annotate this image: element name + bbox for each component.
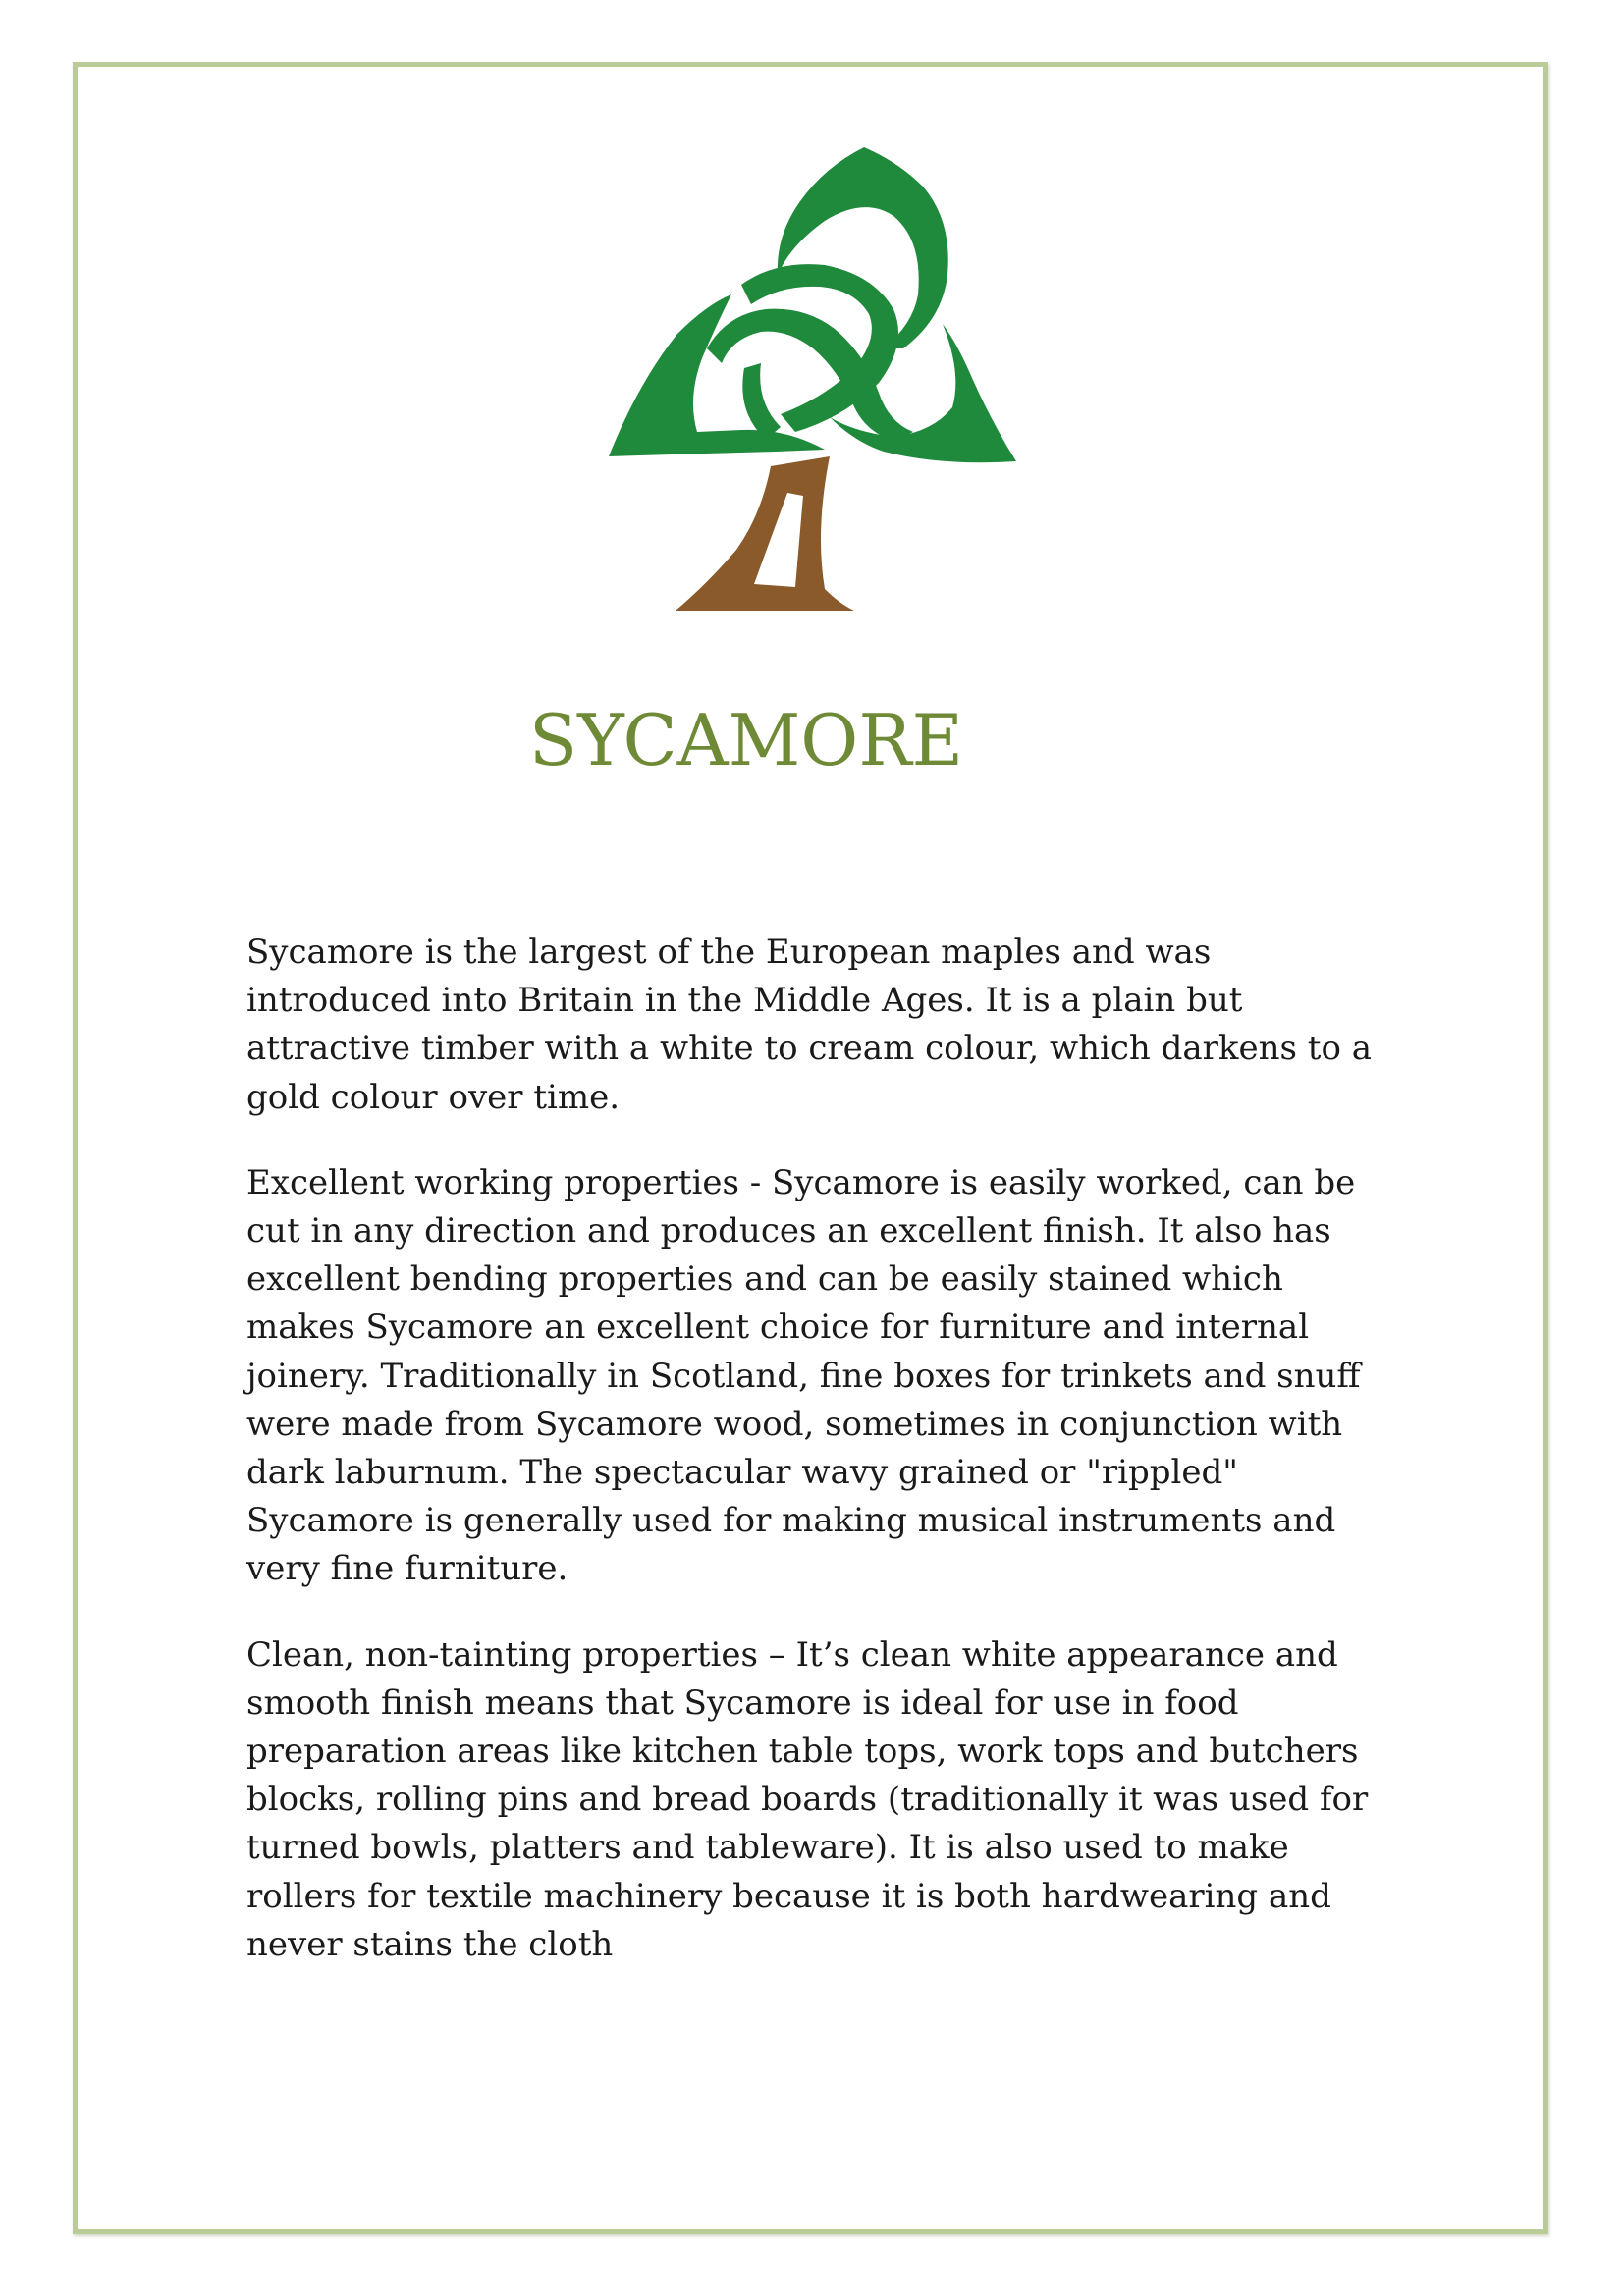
page-title: SYCAMORE	[528, 699, 964, 781]
celtic-knot-tree-icon	[530, 137, 1080, 658]
tree-trunk	[676, 456, 854, 611]
knot-loop	[742, 363, 781, 440]
body-text	[246, 929, 1390, 2006]
paragraph-intro: Sycamore is the largest of the European maples and was introduced into Britain in the Middle Ages. It is a plain but attractive timber with a white to cream colour, which darkens to a gold colour over time.	[246, 933, 1373, 1117]
paragraph-clean-properties: Clean, non-tainting properties – It’s clean white appearance and smooth finish means that Sycamore is ideal for use in food preparation areas like kitchen table tops, work tops and butchers blocks, rolling pins and bread boards (traditionally it was used for turned bowls, platters and tableware). It is also used to make rollers for textile machinery because it is both hardwearing and never stains the cloth	[246, 1634, 1369, 1964]
paragraph-working-properties: Excellent working properties - Sycamore is easily worked, can be cut in any direction and produces an excellent finish. It also has excellent bending properties and can be easily stained which makes Sycamore an excellent choice for furniture and internal joinery. Traditionally in Scotland, fine boxes for trinkets and snuff were made from Sycamore wood, sometimes in conjunction with dark laburnum. The spectacular wavy grained or "rippled" Sycamore is generally used for making musical instruments and very fine furniture.	[246, 1162, 1361, 1589]
